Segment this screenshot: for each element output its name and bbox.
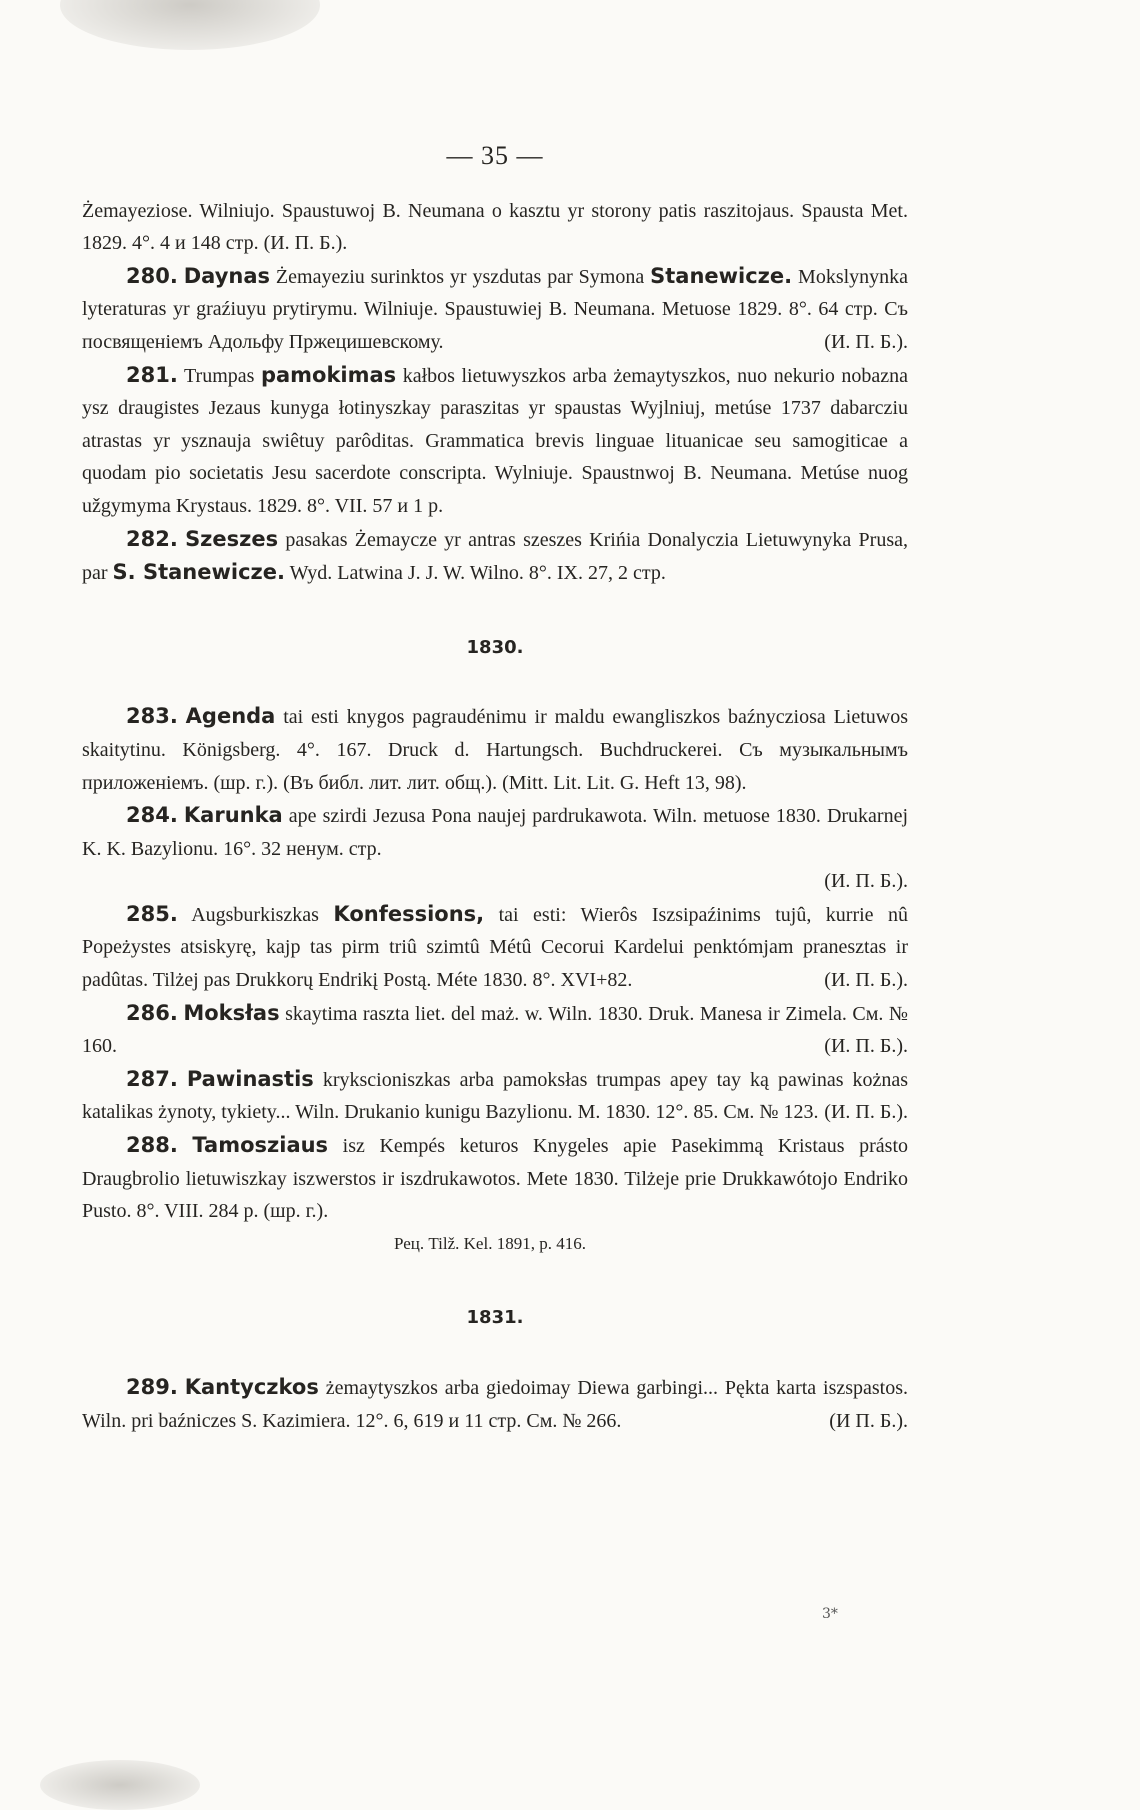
- entry-text: Żemayeziu surinktos yr yszdutas par Symona: [275, 265, 645, 288]
- entry-text: żemaytyszkos arba giedoimay Diewa garbingi... Pękta karta iszspastos. Wiln. pri baźniczes S. Kazimiera. 12°. 6, 619 и 11 стр. См. № 266.: [82, 1377, 909, 1432]
- entry-text: ape szirdi Jezusa Pona naujej pardrukawota. Wiln. metuose 1830. Drukarnej K. K. Bazylionu. 16°. 32 ненум. стр.: [82, 805, 909, 860]
- entry-title: Szeszes: [185, 526, 279, 551]
- entry-280: [82, 260, 908, 359]
- entry-reference: (И. П. Б.).: [824, 330, 908, 353]
- entry-286: [82, 997, 908, 1063]
- entry-284: [82, 799, 908, 865]
- entry-reference: (И. П. Б.).: [824, 1101, 908, 1124]
- entry-288: [82, 1129, 908, 1228]
- entry-reference: (И. П. Б.).: [824, 870, 908, 893]
- entry-reference: (И. П. Б.).: [824, 1035, 908, 1058]
- entry-text: kałbos lietuwyszkos arba żemaytyszkos, nuo nekurio nobazna ysz draugistes Jezaus kunyga łotinyszkay paraszitas yr spaustas Wyjlniuj, metúse 1737 dabarcziu atrastas yr ysznauja swiêtuy parôditas. Grammatica brevis linguae lituanicae seu samogiticae a quodam pio societatis Jesu sacerdote conscripta. Wylniuje. Spaustnwoj B. Neumana. Metúse nuog užgymyma Krystaus. 1829. 8°. VII. 57 и 1 р.: [82, 364, 908, 517]
- entry-title: Pawinastis: [186, 1066, 314, 1091]
- year-heading-1831: 1831.: [466, 1307, 524, 1329]
- entry-number: 281.: [126, 362, 178, 387]
- entry-282: [82, 523, 908, 590]
- entry-reference: (И П. Б.).: [829, 1409, 908, 1432]
- entry-text: Trumpas: [184, 364, 255, 387]
- entry-reference: (И. П. Б.).: [824, 969, 908, 992]
- entry-number: 284.: [126, 803, 178, 828]
- paper-smudge: [60, 0, 320, 50]
- entry-number: 286.: [126, 1000, 178, 1025]
- entry-text: pasakas Żemaycze yr antras szeszes Krińia Donalyczia Lietuwynyka Prusa, par: [82, 528, 908, 585]
- entry-title: Agenda: [185, 704, 276, 729]
- entry-title: Tamosziaus: [192, 1133, 329, 1158]
- entry-number: 288.: [126, 1133, 178, 1158]
- entry-number: 280.: [126, 263, 178, 288]
- entry-title: Karunka: [183, 803, 283, 828]
- book-page: [82, 140, 908, 1437]
- entry-285: [82, 898, 908, 997]
- entry-text: tai esti knygos pagraudénimu ir maldu ewangliszkos baźnycziosa Lietuwos skaitytinu. Königsberg. 4°. 167. Druck d. Hartungsch. Buchdruckerei. Съ музыкальнымъ приложеніемъ. (шр. г.). (Въ библ. лит. лит. общ.). (Mitt. Lit. Lit. G. Heft 13, 98).: [82, 706, 908, 794]
- entry-title: Konfessions,: [333, 901, 485, 926]
- entry-number: 287.: [126, 1066, 178, 1091]
- entry-reference: Рец. Tilž. Kel. 1891, p. 416.: [394, 1233, 586, 1253]
- entry-number: 282.: [126, 526, 178, 551]
- entry-number: 285.: [126, 901, 178, 926]
- entry-title: Daynas: [183, 263, 271, 288]
- entry-text: tai esti: Wierôs Iszsipaźinims tujû, kurrie nû Popeżystes atsiskyrę, kajp tas pirm triû szimtû Métû Cecorui Kardelui penktómjam pranesztas ir padûtas. Tilżej pas Drukkorų Endrikį Postą. Méte 1830. 8°. XVI+82.: [82, 903, 909, 992]
- year-heading-1830: 1830.: [466, 636, 524, 658]
- entry-text: krykscioniszkas arba pamoksłas trumpas apey tay ką pawinas kożnas katalikas żynoty, tykiety... Wiln. Drukanio kunigu Bazylionu. M. 1830. 12°. 85. См. № 123.: [82, 1068, 909, 1124]
- entry-text: isz Kempés keturos Knygeles apie Pasekimmą Kristaus prásto Draugbrolio lietuwiszkay iszwerstos ir iszdrukawotos. Mete 1830. Tilżeje prie Drukkawótojo Endriko Pusto. 8°. VIII. 284 р. (шр. г.).: [82, 1135, 908, 1223]
- signature-mark: 3*: [822, 1606, 838, 1622]
- entry-280-continuation: [82, 195, 908, 260]
- entry-number: 283.: [126, 704, 178, 729]
- entry-text: Żemayeziose. Wilniujo. Spaustuwoj B. Neumana o kasztu yr storony patis raszitojaus. Spausta Met. 1829. 4°. 4 и 148 стр. (И. П. Б.).: [82, 199, 908, 255]
- entry-289: [82, 1371, 908, 1437]
- entry-title: Moksłas: [183, 1000, 280, 1025]
- entry-283: [82, 700, 908, 799]
- page-number: — 35 —: [446, 141, 544, 170]
- entry-title: Kantyczkos: [184, 1375, 319, 1399]
- entry-281: [82, 359, 908, 523]
- paper-smudge: [40, 1760, 200, 1810]
- entry-number: 289.: [126, 1375, 178, 1399]
- entry-author: Stanewicze.: [650, 263, 793, 288]
- entry-text: Mokslynynka lyteraturas yr graźiuyu prytirymu. Wilniuje. Spaustuwiej B. Neumana. Metuose 1829. 8°. 64 стр. Съ посвященіемъ Адольфу Пржецишевскому.: [82, 265, 909, 353]
- entry-text: skaytima raszta liet. del maż. w. Wiln. 1830. Druk. Manesa ir Zimela. См. № 160.: [82, 1002, 909, 1058]
- entry-text: Augsburkiszkas: [191, 903, 319, 926]
- entry-text: Wyd. Latwina J. J. W. Wilno. 8°. IX. 27, 2 стр.: [289, 562, 666, 585]
- entry-title: pamokimas: [260, 362, 397, 387]
- entry-author: S. Stanewicze.: [112, 560, 285, 585]
- entry-287: [82, 1063, 908, 1129]
